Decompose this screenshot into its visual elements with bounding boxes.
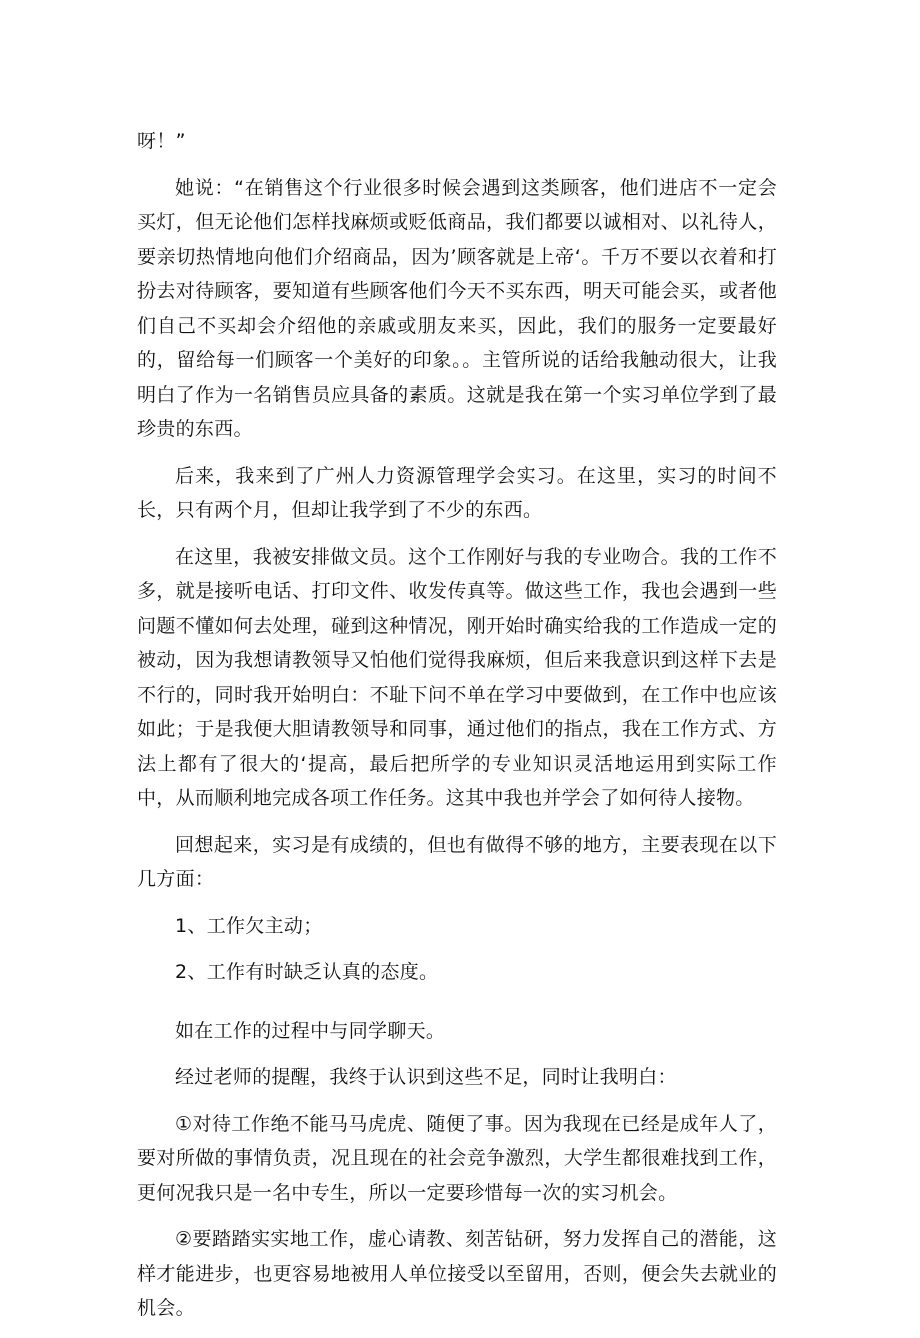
list-item-1: 1、工作欠主动； (175, 914, 323, 937)
paragraph-lesson-2: ②要踏踏实实地工作，虚心请教、刻苦钻研，努力发挥自己的潜能，这样才能进步，也更容易地被用人单位接受以至留用，否则，便会失去就业的机会。 (137, 1228, 777, 1319)
paragraph-example: 如在工作的过程中与同学聊天。 (175, 1019, 446, 1042)
list-item-2: 2、工作有时缺乏认真的态度。 (175, 961, 439, 983)
document-body (137, 124, 777, 1338)
paragraph-reflection: 回想起来，实习是有成绩的，但也有做得不够的地方，主要表现在以下几方面： (137, 833, 777, 890)
paragraph-quote-end: 呀！” (137, 130, 186, 152)
paragraph-supervisor-advice: 她说：“在销售这个行业很多时候会遇到这类顾客，他们进店不一定会买灯，但无论他们怎样找麻烦或贬低商品，我们都要以诚相对、以礼待人，要亲切热情地向他们介绍商品，因为’顾客就是上帝‘。千万不要以衣着和打扮去对待顾客，要知道有些顾客他们今天不买东西，明天可能会买，或者他们自己不买却会介绍他的亲戚或朋友来买，因此，我们的服务一定要最好的，留给每一们顾客一个美好的印象。。主管所说的话给我触动很大，让我明白了作为一名销售员应具备的素质。这就是我在第一个实习单位学到了最珍贵的东西。 (137, 176, 777, 440)
paragraph-second-internship: 后来，我来到了广州人力资源管理学会实习。在这里，实习的时间不长，只有两个月，但却让我学到了不少的东西。 (137, 464, 777, 521)
paragraph-clerk-work: 在这里，我被安排做文员。这个工作刚好与我的专业吻合。我的工作不多，就是接听电话、打印文件、收发传真等。做这些工作，我也会遇到一些问题不懂如何去处理，碰到这种情况，刚开始时确实给我的工作造成一定的被动，因为我想请教领导又怕他们觉得我麻烦，但后来我意识到这样下去是不行的，同时我开始明白：不耻下问不单在学习中要做到，在工作中也应该如此；于是我便大胆请教领导和同事，通过他们的指点，我在工作方式、方法上都有了很大的‘提高，最后把所学的专业知识灵活地运用到实际工作中，从而顺利地完成各项工作任务。这其中我也并学会了如何待人接物。 (137, 545, 777, 809)
paragraph-teacher-reminder: 经过老师的提醒，我终于认识到这些不足，同时让我明白： (175, 1066, 677, 1088)
paragraph-lesson-1: ①对待工作绝不能马马虎虎、随便了事。因为我现在已经是成年人了，要对所做的事情负责，况且现在的社会竞争激烈，大学生都很难找到工作，更何况我只是一名中专生，所以一定要珍惜每一次的实习机会。 (137, 1112, 777, 1204)
